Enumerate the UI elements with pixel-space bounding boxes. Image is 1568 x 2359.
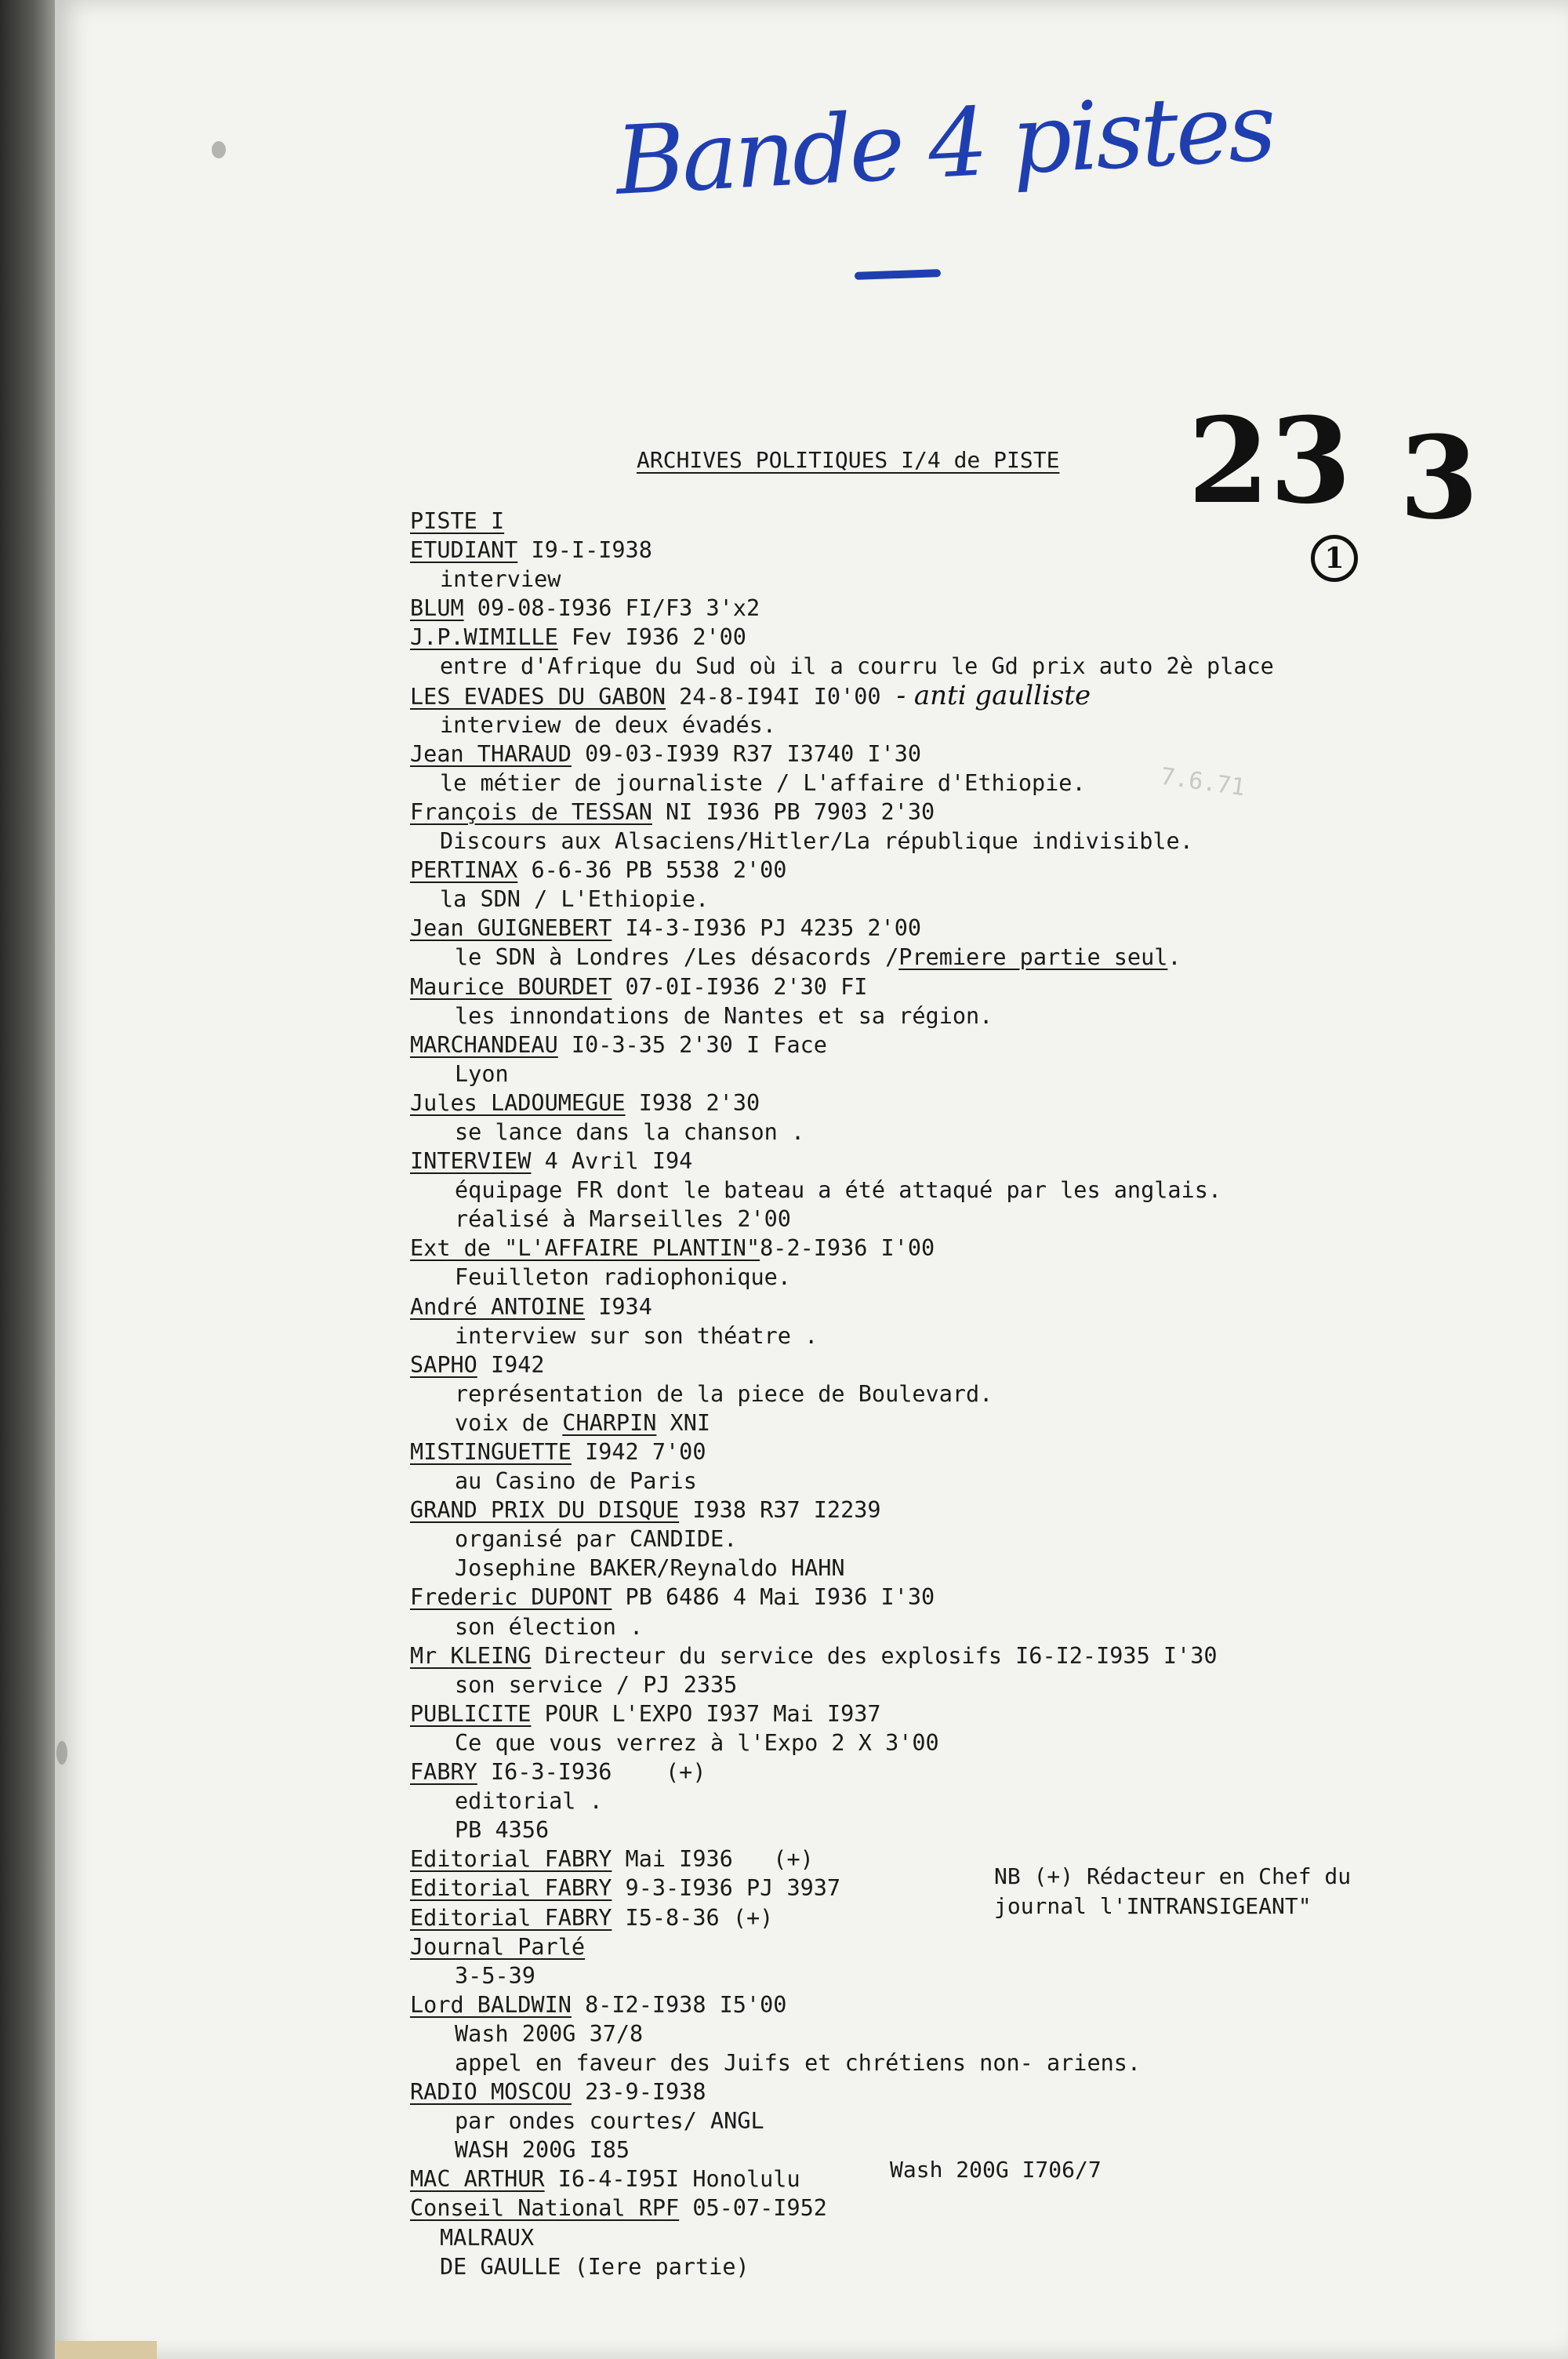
entry-text: représentation de la piece de Boulevard. xyxy=(455,1380,993,1407)
entry-text: le SDN à Londres /Les désacords / xyxy=(455,944,899,971)
stain xyxy=(212,141,226,158)
entry-heading: BLUM xyxy=(410,595,464,622)
entry-text: voix de xyxy=(455,1409,563,1436)
entry-text: I0-3-35 2'30 I Face xyxy=(557,1031,827,1058)
entry-heading: J.P.WIMILLE xyxy=(410,624,558,651)
track-entry xyxy=(380,1176,1399,1205)
entry-text: 4 Avril I94 xyxy=(531,1148,693,1175)
entry-heading: FABRY xyxy=(410,1759,477,1786)
entry-heading: SAPHO xyxy=(410,1351,477,1378)
entry-heading: Editorial FABRY xyxy=(410,1875,612,1902)
track-entry xyxy=(380,2252,1399,2281)
track-entry xyxy=(380,1379,1399,1408)
track-entry xyxy=(380,1816,1399,1845)
track-entry xyxy=(380,1001,1399,1030)
entry-text: 24-8-I94I I0'00 xyxy=(666,683,881,710)
entry-heading: ETUDIANT xyxy=(410,537,518,564)
handwritten-annotation: - anti gaulliste xyxy=(896,679,1091,711)
track-entry xyxy=(380,1641,1399,1670)
entry-heading: Jean GUIGNEBERT xyxy=(410,915,612,942)
entry-heading: Jean THARAUD xyxy=(410,740,572,767)
entry-text: interview xyxy=(440,566,561,593)
entry-text: 09-08-I936 FI/F3 3'x2 xyxy=(463,595,760,622)
page-number: 3 xyxy=(1399,412,1479,545)
track-entry xyxy=(380,1728,1399,1757)
entry-text: par ondes courtes/ ANGL xyxy=(455,2108,764,2135)
entry-heading: Mr KLEING xyxy=(410,1642,532,1669)
track-entry xyxy=(380,1118,1399,1147)
stamp-number: 23 xyxy=(1188,392,1352,530)
track-entry xyxy=(380,1990,1399,2019)
entry-text: se lance dans la chanson . xyxy=(455,1118,805,1145)
entry-heading: LES EVADES DU GABON xyxy=(410,683,666,710)
entry-text: MALRAUX xyxy=(440,2224,535,2251)
track-entry xyxy=(380,1525,1399,1554)
entry-text: PB 6486 4 Mai I936 I'30 xyxy=(612,1584,935,1611)
track-entry xyxy=(380,1699,1399,1728)
track-entry xyxy=(380,885,1399,914)
track-entry xyxy=(380,1496,1399,1525)
entry-text: DE GAULLE (Iere partie) xyxy=(440,2253,750,2280)
track-entry xyxy=(380,856,1399,885)
track-entry xyxy=(380,1321,1399,1350)
entry-text: Mai I936 (+) xyxy=(612,1846,814,1873)
track-entry xyxy=(380,2106,1399,2135)
entry-heading: PISTE I xyxy=(410,508,505,534)
track-entry xyxy=(380,2077,1399,2106)
entry-text: réalisé à Marseilles 2'00 xyxy=(455,1206,791,1233)
track-entry xyxy=(380,769,1399,798)
entry-text: Fev I936 2'00 xyxy=(557,624,746,651)
entry-heading: GRAND PRIX DU DISQUE xyxy=(410,1497,680,1524)
entry-heading: Jules LADOUMEGUE xyxy=(410,1089,626,1116)
nb-line: NB (+) Rédacteur en Chef du xyxy=(994,1863,1352,1889)
entry-heading: INTERVIEW xyxy=(410,1148,532,1175)
track-entry xyxy=(380,1263,1399,1292)
track-entry xyxy=(380,1787,1399,1816)
track-entry xyxy=(380,1612,1399,1641)
track-entry xyxy=(380,594,1399,623)
entry-text: son service / PJ 2335 xyxy=(455,1671,738,1698)
entry-text: I942 xyxy=(477,1351,545,1378)
entry-heading: Ext de "L'AFFAIRE PLANTIN" xyxy=(410,1235,760,1262)
track-entry xyxy=(380,1060,1399,1089)
entry-text: équipage FR dont le bateau a été attaqué par les anglais. xyxy=(455,1177,1222,1204)
track-entry xyxy=(380,652,1399,681)
track-entry xyxy=(380,798,1399,827)
entry-text: 23-9-I938 xyxy=(571,2079,706,2106)
track-entry xyxy=(380,536,1399,565)
entry-text: Discours aux Alsaciens/Hitler/La république indivisible. xyxy=(440,828,1193,855)
entry-text: 6-6-36 PB 5538 2'00 xyxy=(517,857,787,884)
track-entry xyxy=(380,2048,1399,2077)
track-entry xyxy=(380,1030,1399,1060)
entry-text: entre d'Afrique du Sud où il a courru le Gd prix auto 2è place xyxy=(440,653,1274,680)
entry-underlined: Premiere partie seul xyxy=(898,944,1168,971)
track-entry xyxy=(380,1147,1399,1176)
track-entry xyxy=(380,1554,1399,1583)
track-entry xyxy=(380,2194,1399,2223)
entry-text: 8-I2-I938 I5'00 xyxy=(571,1991,787,2018)
entry-text: organisé par CANDIDE. xyxy=(455,1526,738,1553)
entry-text: 09-03-I939 R37 I3740 I'30 xyxy=(571,740,922,767)
track-entry xyxy=(380,1438,1399,1467)
entry-text: Wash 200G 37/8 xyxy=(455,2020,644,2047)
entry-heading: Editorial FABRY xyxy=(410,1846,612,1873)
entry-text: I6-3-I936 (+) xyxy=(477,1759,706,1786)
entry-text: interview de deux évadés. xyxy=(440,711,776,738)
entry-text: au Casino de Paris xyxy=(455,1468,697,1495)
entry-heading: Lord BALDWIN xyxy=(410,1991,572,2018)
entry-text: 3-5-39 xyxy=(455,1962,535,1989)
entry-text: appel en faveur des Juifs et chrétiens non- ariens. xyxy=(455,2049,1142,2076)
entry-text: interview sur son théatre . xyxy=(455,1322,818,1349)
track-entry xyxy=(380,2223,1399,2252)
track-entry xyxy=(380,1408,1399,1438)
nb-note xyxy=(994,1862,1351,1921)
track-entry xyxy=(380,1089,1399,1118)
entry-text: son élection . xyxy=(455,1613,644,1640)
track-entry xyxy=(380,679,1399,711)
faint-stamp: 7.6.71 xyxy=(1159,762,1247,802)
entry-text: PB 4356 xyxy=(455,1817,550,1844)
entry-text: I942 7'00 xyxy=(571,1439,706,1465)
track-entry xyxy=(380,1932,1399,1961)
track-entry xyxy=(380,1961,1399,1990)
entry-text: editorial . xyxy=(455,1788,603,1815)
entry-heading: MISTINGUETTE xyxy=(410,1439,572,1465)
entry-text: I938 R37 I2239 xyxy=(679,1497,881,1524)
entry-heading: André ANTOINE xyxy=(410,1293,586,1320)
entry-heading: Conseil National RPF xyxy=(410,2195,680,2222)
entry-underlined: CHARPIN xyxy=(562,1409,657,1436)
entry-text: I6-4-I95I Honolulu xyxy=(544,2166,800,2193)
circled-number: 1 xyxy=(1311,535,1358,582)
entry-heading: PUBLICITE xyxy=(410,1700,532,1727)
entry-text: I934 xyxy=(585,1293,652,1320)
entry-text: le métier de journaliste / L'affaire d'Ethiopie. xyxy=(440,769,1086,796)
entry-heading: François de TESSAN xyxy=(410,798,652,825)
track-entry xyxy=(380,1467,1399,1496)
entry-heading: Editorial FABRY xyxy=(410,1904,612,1931)
track-entry xyxy=(380,827,1399,856)
entry-text: I5-8-36 (+) xyxy=(612,1904,774,1931)
entry-heading: MAC ARTHUR xyxy=(410,2166,545,2193)
entry-text: Feuilleton radiophonique. xyxy=(455,1264,791,1291)
entry-text: . xyxy=(1167,944,1181,971)
track-entry xyxy=(380,1205,1399,1234)
entry-text: 8-2-I936 I'00 xyxy=(760,1235,935,1262)
track-entry xyxy=(380,1670,1399,1699)
entry-text: I4-3-I936 PJ 4235 2'00 xyxy=(612,915,922,942)
entry-text: WASH 200G I85 xyxy=(455,2137,630,2164)
document-title: ARCHIVES POLITIQUES I/4 de PISTE xyxy=(637,447,1060,473)
entry-text: Ce que vous verrez à l'Expo 2 X 3'00 xyxy=(455,1729,939,1756)
entry-text: les innondations de Nantes et sa région. xyxy=(455,1002,993,1029)
entry-heading: Maurice BOURDET xyxy=(410,973,612,1000)
entry-text: Directeur du service des explosifs I6-I2-I935 I'30 xyxy=(531,1642,1218,1669)
entry-heading: Journal Parlé xyxy=(410,1933,586,1960)
entry-text: I9-I-I938 xyxy=(517,537,652,564)
entry-heading: RADIO MOSCOU xyxy=(410,2079,572,2106)
entry-text: 05-07-I952 xyxy=(679,2195,827,2222)
track-entry xyxy=(380,943,1399,972)
entry-text: 9-3-I936 PJ 3937 xyxy=(612,1875,841,1902)
entry-text: Josephine BAKER/Reynaldo HAHN xyxy=(455,1555,845,1582)
page-corner xyxy=(55,2341,157,2359)
entry-text: I938 2'30 xyxy=(625,1089,760,1116)
entry-heading: MARCHANDEAU xyxy=(410,1031,558,1058)
entry-text: la SDN / L'Ethiopie. xyxy=(440,886,710,913)
stain xyxy=(56,1741,67,1765)
track-entry xyxy=(380,972,1399,1001)
track-entry xyxy=(380,565,1399,594)
track-entry xyxy=(380,1757,1399,1787)
track-entry xyxy=(380,1292,1399,1321)
track-entry xyxy=(380,507,1399,536)
entry-text: POUR L'EXPO I937 Mai I937 xyxy=(531,1700,881,1727)
track-entry xyxy=(380,740,1399,769)
track-entry xyxy=(380,2019,1399,2048)
entry-heading: Frederic DUPONT xyxy=(410,1584,612,1611)
book-spine xyxy=(0,0,55,2359)
track-entry xyxy=(380,914,1399,943)
entry-heading: PERTINAX xyxy=(410,857,518,884)
entry-text: 07-0I-I936 2'30 FI xyxy=(612,973,868,1000)
track-entry xyxy=(380,623,1399,652)
entry-text: NI I936 PB 7903 2'30 xyxy=(652,798,935,825)
nb-line: journal l'INTRANSIGEANT" xyxy=(994,1893,1312,1919)
handwritten-title: Bande 4 pistes xyxy=(612,73,1276,216)
track-entry xyxy=(380,711,1399,740)
track-entry xyxy=(380,1234,1399,1263)
track-entry xyxy=(380,1350,1399,1379)
entry-text: XNI xyxy=(656,1409,711,1436)
track-listing xyxy=(380,507,1399,2281)
side-wash-note: Wash 200G I706/7 xyxy=(890,2157,1102,2183)
entry-text: Lyon xyxy=(455,1060,509,1087)
track-entry xyxy=(380,1583,1399,1612)
